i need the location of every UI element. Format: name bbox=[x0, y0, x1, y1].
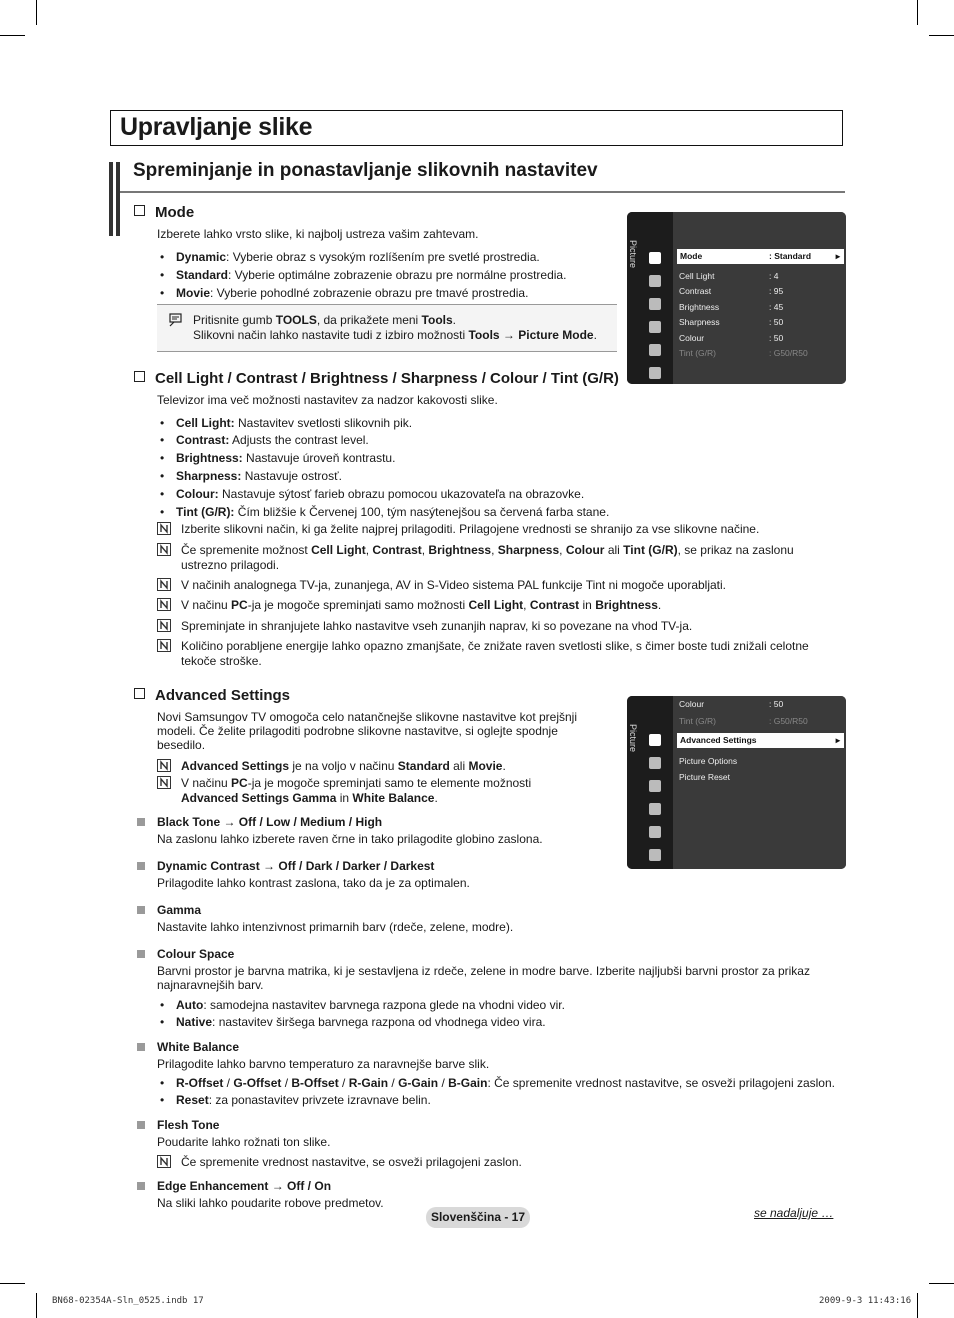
list-item: • Brightness: Nastavuje úroveň kontrastu. bbox=[160, 451, 396, 465]
colour-space-heading: Colour Space bbox=[157, 947, 235, 961]
note-icon bbox=[157, 543, 171, 556]
note-icon bbox=[157, 639, 171, 652]
list-item: • Auto: samodejna nastavitev barvnega razpona glede na vhodni video vir. bbox=[160, 998, 565, 1012]
square-bullet-icon bbox=[137, 906, 145, 914]
page-title-box bbox=[110, 110, 843, 146]
list-item: • Sharpness: Nastavuje ostrosť. bbox=[160, 469, 342, 483]
checkbox-icon bbox=[134, 205, 145, 216]
menu-row[interactable]: Tint (G/R) : G50/R50 bbox=[679, 716, 808, 726]
application-icon bbox=[649, 849, 661, 861]
note-icon bbox=[157, 776, 171, 789]
crop-mark bbox=[36, 1293, 37, 1318]
input-icon bbox=[649, 344, 661, 356]
note: Količino porabljene energije lahko opazno zmanjšate, če znižate raven svetlosti slike, s čimer boste tudi znižali celotne tekoče stroške. bbox=[157, 639, 809, 668]
list-item: • Native: nastavitev širšega barvnega razpona od vhodnega video vira. bbox=[160, 1015, 546, 1029]
channel-icon bbox=[649, 780, 661, 792]
note: Če spremenite možnost Cell Light, Contrast, Brightness, Sharpness, Colour ali Tint (G/R), se prikaz na zaslonu ustrezno prilagodi. bbox=[157, 543, 794, 572]
list-item: • Movie: Vyberie pohodlné zobrazenie obrazu pre tmavé prostredia. bbox=[160, 286, 529, 300]
cell-intro: Televizor ima več možnosti nastavitev za nadzor kakovosti slike. bbox=[157, 393, 498, 407]
menu-row-advanced-settings[interactable]: Advanced Settings ▸ bbox=[677, 733, 844, 748]
dynamic-contrast-text: Prilagodite lahko kontrast zaslona, tako da je za optimalen. bbox=[157, 876, 470, 890]
advanced-intro: Novi Samsungov TV omogoča celo natančnejše slikovne nastavitve kot prejšnji modeli. Če želite prilagoditi podrobne slikovne nastavitve, si oglejte spodnje besedilo. bbox=[157, 710, 577, 752]
page-number-badge: Slovenščina - 17 bbox=[426, 1207, 530, 1228]
menu-icons bbox=[649, 734, 665, 869]
tools-tip-box bbox=[157, 304, 617, 352]
mode-intro: Izberete lahko vrsto slike, ki najbolj ustreza vašim zahtevam. bbox=[157, 227, 479, 241]
gamma-heading: Gamma bbox=[157, 903, 202, 917]
setup-icon bbox=[649, 803, 661, 815]
list-item: • Standard: Vyberie optimálne zobrazenie obrazu pre normálne prostredia. bbox=[160, 268, 567, 282]
continued-link: se nadaljuje … bbox=[754, 1206, 834, 1220]
section-bar bbox=[109, 162, 113, 236]
note-icon bbox=[157, 1155, 171, 1168]
menu-row[interactable]: Sharpness : 50 bbox=[679, 317, 784, 327]
crop-mark bbox=[0, 35, 25, 36]
menu-row[interactable]: Picture Reset bbox=[679, 772, 731, 782]
note: V načinu PC-ja je mogoče spreminjati samo možnosti Cell Light, Contrast in Brightness. bbox=[157, 598, 661, 613]
dynamic-contrast-heading: Dynamic Contrast → Off / Dark / Darker / Darkest bbox=[157, 859, 435, 873]
list-item: • Reset: za ponastavitev privzete izravnave belin. bbox=[160, 1093, 431, 1107]
list-item: • Tint (G/R): Čím bližšie k Červenej 100, tým nasýtenejšou sa červená farba stane. bbox=[160, 505, 610, 519]
checkbox-icon bbox=[134, 371, 145, 382]
tip-text: Pritisnite gumb TOOLS, da prikažete meni Tools. Slikovni način lahko nastavite tudi z izbiro možnosti Tools → Picture Mode. bbox=[193, 313, 597, 342]
sound-icon bbox=[649, 275, 661, 287]
note-icon bbox=[157, 522, 171, 535]
menu-row[interactable]: Cell Light : 4 bbox=[679, 271, 779, 281]
note: Spreminjate in shranjujete lahko nastavitve vseh zunanjih naprav, ki so povezane na vhod TV-ja. bbox=[157, 619, 692, 634]
flesh-tone-text: Poudarite lahko rožnati ton slike. bbox=[157, 1135, 331, 1149]
black-tone-heading: Black Tone → Off / Low / Medium / High bbox=[157, 815, 383, 829]
note: Advanced Settings je na voljo v načinu Standard ali Movie. bbox=[157, 759, 506, 774]
list-item: • Cell Light: Nastavitev svetlosti slikovnih pik. bbox=[160, 416, 413, 430]
square-bullet-icon bbox=[137, 1182, 145, 1190]
crop-mark bbox=[929, 35, 954, 36]
menu-row[interactable]: Colour : 50 bbox=[679, 333, 784, 343]
square-bullet-icon bbox=[137, 818, 145, 826]
note: V načinih analognega TV-ja, zunanjega, AV in S-Video sistema PAL funkcije Tint ni mogoče uporabljati. bbox=[157, 578, 726, 593]
sound-icon bbox=[649, 757, 661, 769]
list-item: • Contrast: Adjusts the contrast level. bbox=[160, 433, 369, 447]
crop-mark bbox=[917, 0, 918, 25]
list-item: • Colour: Nastavuje sýtosť farieb obrazu pomocou ukazovateľa na obrazovke. bbox=[160, 487, 585, 501]
edge-enhancement-text: Na sliki lahko poudarite robove predmetov. bbox=[157, 1196, 384, 1210]
note-icon bbox=[157, 598, 171, 611]
note-icon bbox=[157, 578, 171, 591]
picture-menu-screen bbox=[627, 212, 846, 384]
flesh-tone-heading: Flesh Tone bbox=[157, 1118, 220, 1132]
edge-enhancement-heading: Edge Enhancement → Off / On bbox=[157, 1179, 332, 1193]
menu-label: Picture bbox=[628, 724, 638, 753]
note: Izberite slikovni način, ki ga želite najprej prilagoditi. Prilagojene vrednosti se shranijo za vse slikovne načine. bbox=[157, 522, 759, 537]
white-balance-heading: White Balance bbox=[157, 1040, 240, 1054]
page-title: Upravljanje slike bbox=[120, 113, 313, 141]
menu-row[interactable]: Picture Options bbox=[679, 756, 738, 766]
crop-mark bbox=[36, 0, 37, 25]
list-item: • R-Offset / G-Offset / B-Offset / R-Gain / G-Gain / B-Gain: Če spremenite vrednost nastavitve, se osveži prilagojeni zaslon. bbox=[160, 1076, 835, 1090]
crop-mark bbox=[0, 1283, 25, 1284]
note: Če spremenite vrednost nastavitve, se osveži prilagojeni zaslon. bbox=[157, 1155, 522, 1170]
section-bar bbox=[116, 162, 120, 236]
remote-tools-icon bbox=[169, 313, 185, 327]
menu-row[interactable]: Tint (G/R) : G50/R50 bbox=[679, 348, 808, 358]
application-icon bbox=[649, 367, 661, 379]
crop-mark bbox=[929, 1283, 954, 1284]
section-title: Spreminjanje in ponastavljanje slikovnih nastavitev bbox=[133, 160, 598, 181]
input-icon bbox=[649, 826, 661, 838]
note-icon bbox=[157, 619, 171, 632]
black-tone-text: Na zaslonu lahko izberete raven črne in tako prilagodite globino zaslona. bbox=[157, 832, 543, 846]
square-bullet-icon bbox=[137, 862, 145, 870]
gamma-text: Nastavite lahko intenzivnost primarnih barv (rdeče, zelene, modre). bbox=[157, 920, 514, 934]
print-date-info: 2009-9-3 11:43:16 bbox=[819, 1296, 912, 1306]
picture-icon bbox=[649, 252, 661, 264]
menu-icons bbox=[649, 252, 665, 384]
menu-label: Picture bbox=[628, 240, 638, 269]
menu-row[interactable]: Brightness : 45 bbox=[679, 302, 784, 312]
note: V načinu PC-ja je mogoče spreminjati samo te elemente možnosti Advanced Settings Gamma in White Balance. bbox=[157, 776, 531, 805]
list-item: • Dynamic: Vyberie obraz s vysokým rozlíšením pre svetlé prostredia. bbox=[160, 250, 540, 264]
menu-row[interactable]: Colour : 50 bbox=[679, 699, 784, 709]
advanced-menu-screen bbox=[627, 696, 846, 869]
menu-row[interactable]: Contrast : 95 bbox=[679, 286, 784, 296]
advanced-heading: Advanced Settings bbox=[134, 687, 290, 704]
cell-heading: Cell Light / Contrast / Brightness / Sharpness / Colour / Tint (G/R) bbox=[134, 370, 619, 387]
print-file-info: BN68-02354A-Sln_0525.indb 17 bbox=[52, 1296, 204, 1306]
square-bullet-icon bbox=[137, 1043, 145, 1051]
checkbox-icon bbox=[134, 688, 145, 699]
note-icon bbox=[157, 759, 171, 772]
square-bullet-icon bbox=[137, 950, 145, 958]
channel-icon bbox=[649, 298, 661, 310]
mode-heading: Mode bbox=[134, 204, 194, 221]
section-divider bbox=[120, 191, 845, 193]
white-balance-text: Prilagodite lahko barvno temperaturo za naravnejše barve slik. bbox=[157, 1057, 490, 1071]
crop-mark bbox=[917, 1293, 918, 1318]
menu-row-mode[interactable]: Mode : Standard ▸ bbox=[677, 249, 844, 264]
square-bullet-icon bbox=[137, 1121, 145, 1129]
picture-icon bbox=[649, 734, 661, 746]
colour-space-text: Barvni prostor je barvna matrika, ki je sestavljena iz rdeče, zelene in modre barve. Izberite najljubši barvni prostor za prikaz najnaravnejših barv. bbox=[157, 964, 810, 992]
setup-icon bbox=[649, 321, 661, 333]
